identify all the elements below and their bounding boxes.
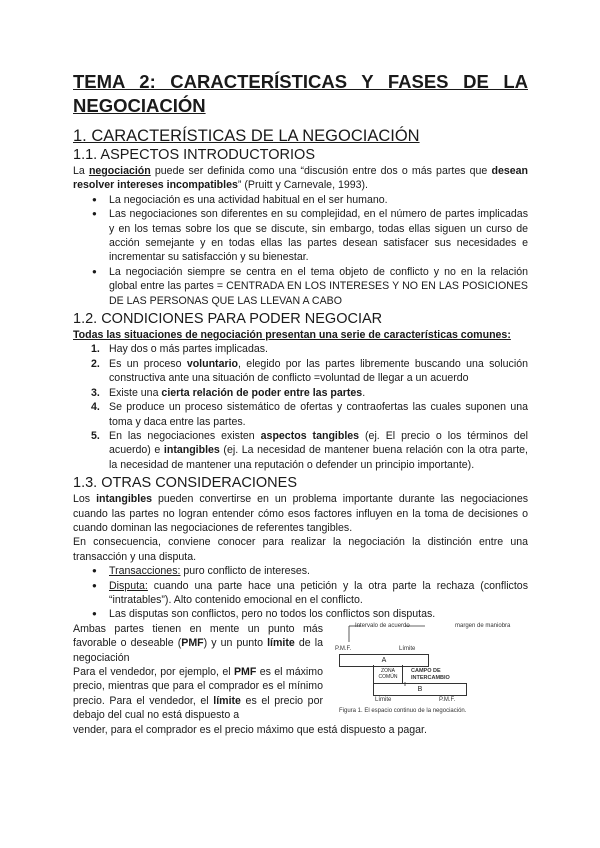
list-item: 5. En las negociaciones existen aspectos tangibles (ej. El precio o los términos del acuerdo) e intangibles (ej. La necesidad de mantener buena relación con la otra parte, la necesidad de mantener una reputación o defender un principio importante). <box>91 429 528 471</box>
list-item: ● Las negociaciones son diferentes en su complejidad, en el número de partes implicadas y en los temas sobre los que se discute, sin embargo, todas ellas siguen un curso de acción semejante y en todas ellas las partes desean satisfacer sus necesidades e incrementar su satisfacción y su bienestar. <box>109 207 528 265</box>
fig-zona-comun: ZONA COMÚN <box>373 665 403 683</box>
conditions-list <box>73 342 528 472</box>
list-item: 3. Existe una cierta relación de poder entre las partes. <box>91 386 366 399</box>
negotiation-space-figure <box>335 622 535 734</box>
fig-box-a: A <box>339 654 429 667</box>
transaction-dispute-paragraph: En consecuencia, conviene conocer para realizar la negociación la distinción entre una transacción y una disputa. <box>73 536 528 563</box>
subsection-heading-1-3: 1.3. OTRAS CONSIDERACIONES <box>73 475 297 492</box>
list-item: ● Las disputas son conflictos, pero no todos los conflictos son disputas. <box>109 607 528 621</box>
page-title-line2: NEGOCIACIÓN <box>73 95 206 116</box>
pmf-paragraph: Ambas partes tienen en mente un punto más favorable o deseable (PMF) y un punto límite de la negociación <box>73 622 323 664</box>
buyer-paragraph: vender, para el comprador es el precio máximo que está dispuesto a pagar. <box>73 723 427 736</box>
section-heading-1: 1. CARACTERÍSTICAS DE LA NEGOCIACIÓN <box>73 127 420 145</box>
page-title: TEMA 2: CARACTERÍSTICAS Y FASES DE LA <box>73 71 528 92</box>
list-item: ● La negociación es una actividad habitual en el ser humano. <box>109 193 528 207</box>
list-item: 1. Hay dos o más partes implicadas. <box>91 343 268 356</box>
fig-box-b: B <box>373 683 467 696</box>
fig-pmf-bottom: P.M.F. <box>439 696 456 703</box>
fig-interval-label: Intervalo de acuerdo <box>355 622 410 629</box>
subsection-heading-1-1: 1.1. ASPECTOS INTRODUCTORIOS <box>73 147 315 163</box>
fig-limite-top: Límite <box>399 645 416 652</box>
list-item: ● Disputa: cuando una parte hace una petición y la otra parte la rechaza (conflictos “intratables”). Alto contenido emocional en el conflicto. <box>109 579 528 608</box>
document-page <box>73 70 528 737</box>
list-item: 4. Se produce un proceso sistemático de ofertas y contraofertas las cuales suponen una toma y daca entre las partes. <box>91 401 528 428</box>
pmf-section <box>73 622 528 723</box>
fig-caption: Figura 1. El espacio continuo de la negociación. <box>339 707 467 714</box>
fig-campo-label: CAMPO DE INTERCAMBIO <box>411 667 450 681</box>
list-item: ● La negociación siempre se centra en el tema objeto de conflicto y no en la relación global entre las partes = CENTRADA EN LOS INTERESES Y NO EN LAS POSICIONES DE LAS PERSONAS QUE LAS LLEVAN A CABO <box>109 265 528 308</box>
list-item: ● Transacciones: puro conflicto de intereses. <box>109 564 528 578</box>
fig-pmf-top: P.M.F. <box>335 645 352 652</box>
fig-limite-bottom: Límite <box>375 696 392 703</box>
subsection-heading-1-2: 1.2. CONDICIONES PARA PODER NEGOCIAR <box>73 311 383 328</box>
intro-paragraph: La negociación puede ser definida como una “discusión entre dos o más partes que desean resolver intereses incompatibles” (Pruitt y Carnevale, 1993). <box>73 165 528 192</box>
conditions-lead: Todas las situaciones de negociación presentan una serie de características comunes: <box>73 329 511 342</box>
fig-margin-label: margen de maniobra <box>455 622 511 629</box>
list-item: 2. Es un proceso voluntario, elegido por las partes libremente buscando una solución constructiva ante una situación de conflicto =voluntad de llegar a un acuerdo <box>91 357 528 385</box>
intangibles-paragraph: Los intangibles pueden convertirse en un problema importante durante las negociaciones cuando las partes no logran entender cómo esos factores influyen en la toma de decisiones o cuando dominan las negociaciones de referentes tangibles. <box>73 493 529 534</box>
dispute-bullet-list <box>73 564 528 622</box>
intro-bullet-list <box>73 193 528 308</box>
seller-paragraph: Para el vendedor, por ejemplo, el PMF es el máximo precio, mientras que para el comprador es el mínimo precio. Para el vendedor, el límite es el precio por debajo del cual no está dispuesto a <box>73 666 323 722</box>
pmf-text-column <box>73 622 323 723</box>
